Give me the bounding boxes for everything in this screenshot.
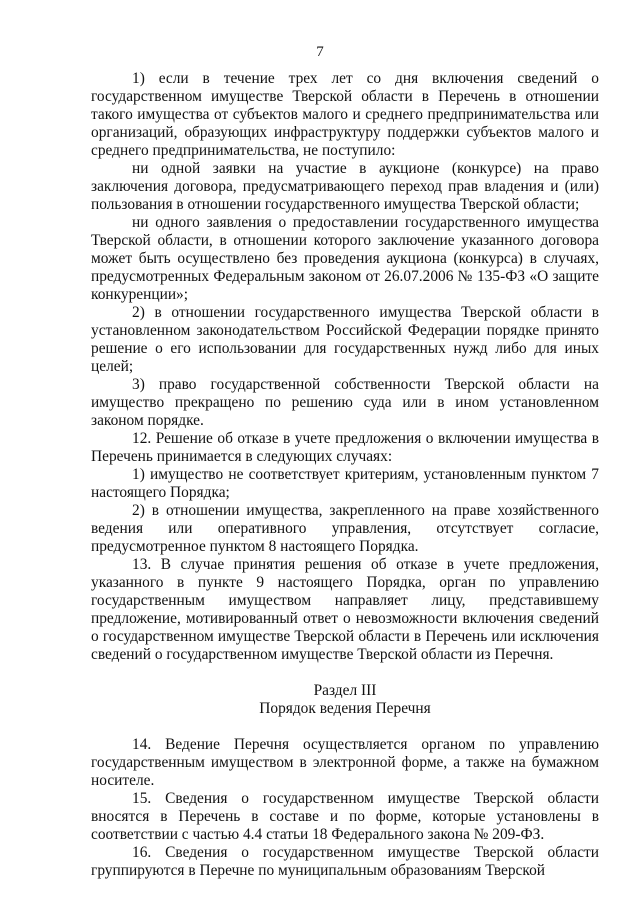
section-number: Раздел III: [313, 682, 377, 699]
paragraph: 3) право государственной собственности Тверской области на имущество прекращено по решению суда или в ином установленном законом порядке.: [91, 376, 599, 429]
paragraph: 12. Решение об отказе в учете предложения о включении имущества в Перечень принимается в следующих случаях:: [91, 430, 599, 465]
page-number: 7: [316, 44, 324, 60]
paragraph: 2) в отношении государственного имущества Тверской области в установленном законодательством Российской Федерации порядке принято решение о его использовании для государственных нужд либо для иных целей;: [91, 304, 599, 375]
paragraph: 15. Сведения о государственном имуществе Тверской области вносятся в Перечень в составе и по форме, которые установлены в соответствии с частью 4.4 статьи 18 Федерального закона № 209-ФЗ.: [91, 790, 599, 843]
paragraph: 2) в отношении имущества, закрепленного на праве хозяйственного ведения или оперативного управления, отсутствует согласие, предусмотренное пунктом 8 настоящего Порядка.: [91, 502, 599, 555]
paragraph: 16. Сведения о государственном имуществе Тверской области группируются в Перечне по муниципальным образованиям Тверской: [91, 844, 599, 879]
document-body: [91, 70, 599, 880]
paragraph: 1) имущество не соответствует критериям, установленным пунктом 7 настоящего Порядка;: [91, 466, 599, 501]
section-title: Порядок ведения Перечня: [259, 700, 431, 717]
paragraph: ни одного заявления о предоставлении государственного имущества Тверской области, в отношении которого заключение указанного договора может быть осуществлено без проведения аукциона (конкурса) в случаях, предусмотренных Федеральным законом от 26.07.2006 № 135-ФЗ «О защите конкуренции»;: [91, 214, 599, 303]
paragraph: 14. Ведение Перечня осуществляется органом по управлению государственным имуществом в электронной форме, а также на бумажном носителе.: [91, 736, 599, 789]
paragraph: ни одной заявки на участие в аукционе (конкурсе) на право заключения договора, предусматривающего переход прав владения и (или) пользования в отношении государственного имущества Тверской области;: [91, 160, 599, 213]
paragraph: 13. В случае принятия решения об отказе в учете предложения, указанного в пункте 9 настоящего Порядка, орган по управлению государственным имуществом направляет лицу, представившему предложение, мотивированный ответ о невозможности включения сведений о государственном имуществе Тверской области в Перечень или исключения сведений о государственном имуществе Тверской области из Перечня.: [91, 556, 599, 663]
paragraph: 1) если в течение трех лет со дня включения сведений о государственном имуществе Тверской области в Перечень в отношении такого имущества от субъектов малого и среднего предпринимательства или организаций, образующих инфраструктуру поддержки субъектов малого и среднего предпринимательства, не поступило:: [91, 70, 599, 159]
